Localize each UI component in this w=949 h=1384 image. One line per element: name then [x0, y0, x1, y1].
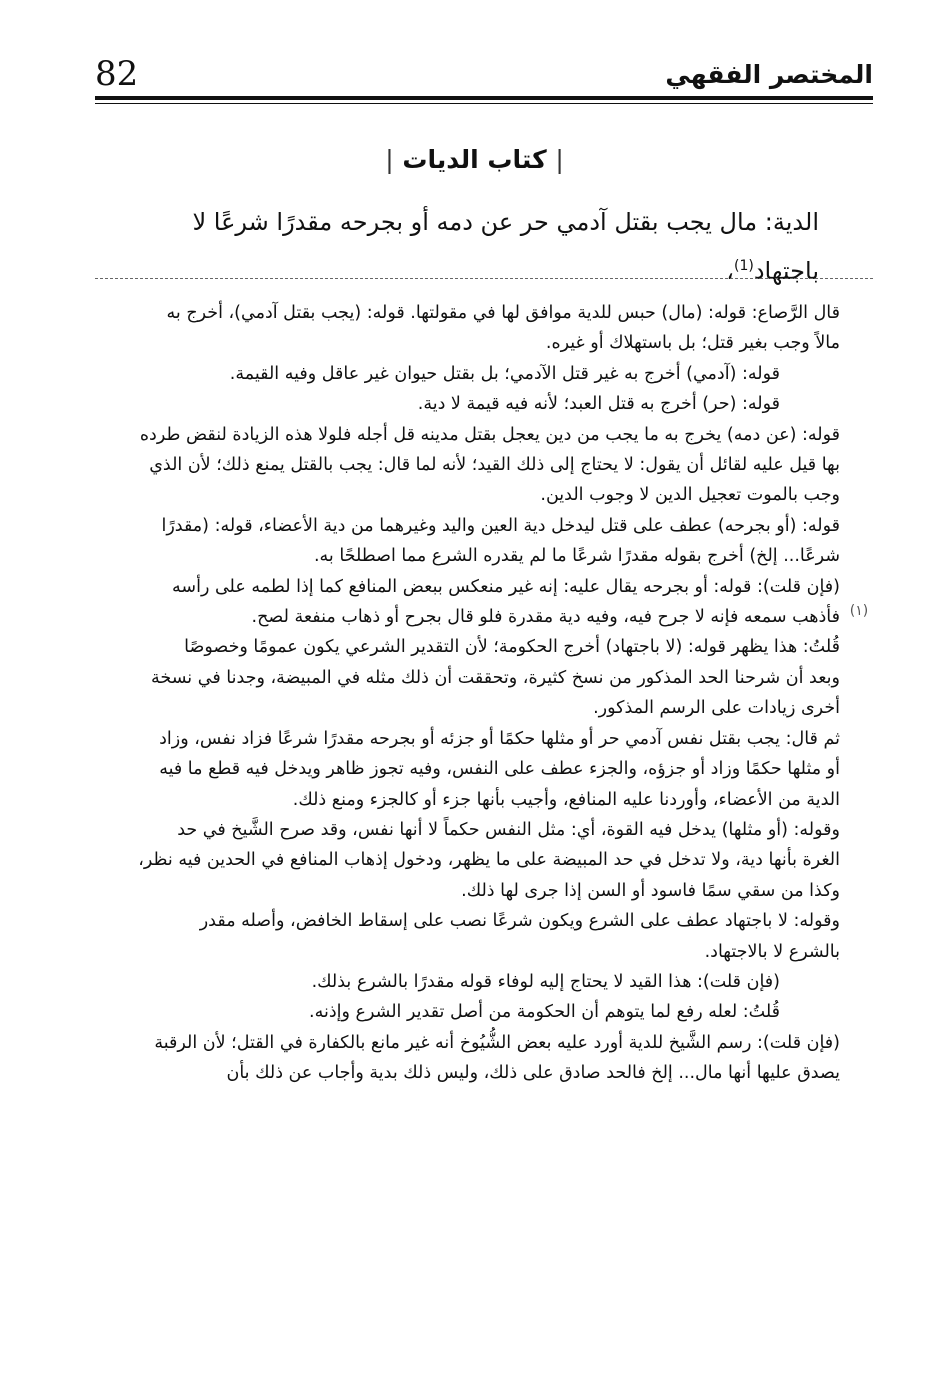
footnote-line: وجب بالموت تعجيل الدين لا وجوب الدين.	[540, 485, 840, 506]
title-bracket-left: |	[385, 145, 394, 174]
footnote-line: مالاً وجب بغير قتل؛ بل باستهلاك أو غيره.	[545, 333, 840, 354]
footnote-line: (فإن قلت): قوله: أو بجرحه يقال عليه: إنه غير منعكس ببعض المنافع كما إذا لطمه على رأسه	[172, 576, 840, 597]
footnote-line: الدية من الأعضاء، وأوردنا عليه المنافع، وأجيب بأنها جزء أو كالجزء ومنع ذلك.	[292, 789, 840, 810]
chapter-title-text: كتاب الديات	[402, 145, 547, 174]
definition-trailing: ،	[726, 257, 734, 285]
footnote-line: قوله: (عن دمه) يخرج به ما يجب من دين يعجل بقتل مدينه قل أجله فلولا هذه الزيادة لنقض طرده	[139, 424, 840, 445]
definition-paragraph	[95, 200, 819, 293]
chapter-title	[0, 140, 949, 180]
footnote-line: وكذا من سقي سمًا فاسود أو السن إذا جرى لها ذلك.	[461, 880, 840, 901]
running-title: المختصر الفقهي	[665, 60, 873, 89]
footnote-line: يصدق عليها أنها مال... إلخ فالحد صادق على ذلك، وليس ذلك بدية وأجاب عن ذلك بأن	[226, 1063, 840, 1084]
footnote-line: وقوله: (أو مثلها) يدخل فيه القوة، أي: مثل النفس حكماً لا أنها نفس، وقد صرح الشَّيخ في حد	[177, 819, 840, 840]
footnote-line: قال الرَّصاع: قوله: (مال) حبس للدية موافق لها في مقولتها. قوله: (يجب بقتل آدمي)، أخرج به	[166, 303, 840, 323]
page-number: 82	[95, 54, 139, 94]
footnote-marker: (١)	[849, 603, 869, 619]
footnote-line: قُلتُ: لعله رفع لما يتوهم أن الحكومة من أصل تقدير الشرع وإذنه.	[309, 1002, 780, 1023]
footnote-line: قوله: (آدمي) أخرج به غير قتل الآدمي؛ بل بقتل حيوان غير عاقل وفيه القيمة.	[229, 363, 780, 384]
footnote-line: ثم قال: يجب بقتل نفس آدمي حر أو مثلها حكمًا أو جزئه أو بجرحه مقدرًا شرعًا فزاد نفس، وزاد	[159, 728, 840, 749]
footnote-line: (فإن قلت): هذا القيد لا يحتاج إليه لوفاء قوله مقدرًا بالشرع بذلك.	[311, 971, 780, 992]
definition-text: الدية: مال يجب بقتل آدمي حر عن دمه أو بجرحه مقدرًا شرعًا لا باجتهاد	[192, 208, 819, 285]
footnote-line: أو مثلها حكمًا وزاد أو جزؤه، والجزء عطف على النفس، وفيه تجوز ظاهر ويدخل فيه قطع ما فيه	[159, 759, 840, 780]
footnote-line: بها قيل عليه لقائل أن يقول: لا يحتاج إلى ذلك القيد؛ لأنه لما قال: يجب بالقتل يمنع ذلك؛ لأن الذي	[149, 455, 840, 476]
footnotes-block	[95, 298, 869, 1089]
footnote-line: بالشرع لا بالاجتهاد.	[704, 941, 840, 962]
title-bracket-right: |	[555, 145, 564, 174]
page-header	[95, 48, 873, 98]
header-rule-thin	[95, 103, 873, 104]
footnote-line: شرعًا... إلخ) أخرج بقوله مقدرًا شرعًا ما لم يقدره الشرع مما اصطلحًا به.	[313, 546, 840, 567]
footnote-separator	[95, 278, 873, 279]
footnote-reference[interactable]: (1)	[734, 258, 754, 274]
footnote-line: قوله: (أو بجرحه) عطف على قتل ليدخل دية العين واليد وغيرهما من دية الأعضاء، قوله: (مقدرًا	[161, 515, 840, 536]
footnote-line: قوله: (حر) أخرج به قتل العبد؛ لأنه فيه قيمة لا دية.	[417, 394, 780, 415]
footnote-line: (فإن قلت): رسم الشَّيخ للدية أورد عليه بعض الشُّيُوخ أنه غير مانع بالكفارة في القتل؛ لأن الرقبة	[154, 1032, 840, 1053]
footnote-line: أخرى زيادات على الرسم المذكور.	[593, 698, 840, 719]
footnote-line: وبعد أن شرحنا الحد المذكور من نسخ كثيرة، وتحققت أن ذلك مثله في المبيضة، وجدنا في نسخة	[151, 667, 840, 688]
footnote-line: فأذهب سمعه فإنه لا جرح فيه، وفيه دية مقدرة فلو قال بجرح أو ذهاب منفعة لصح.	[251, 607, 840, 628]
header-rule-thick	[95, 96, 873, 100]
footnote-line: قُلتُ: هذا يظهر قوله: (لا باجتهاد) أخرج الحكومة؛ لأن التقدير الشرعي يكون عمومًا وخصوصًا	[184, 637, 840, 658]
footnote-line: الغرة بأنها دية، ولا تدخل في حد المبيضة على ما يظهر، ودخول إذهاب المنافع في الحدين فيه نظر،	[138, 850, 840, 871]
footnote-line: وقوله: لا باجتهاد عطف على الشرع ويكون شرعًا نصب على إسقاط الخافض، وأصله مقدر	[199, 911, 840, 932]
